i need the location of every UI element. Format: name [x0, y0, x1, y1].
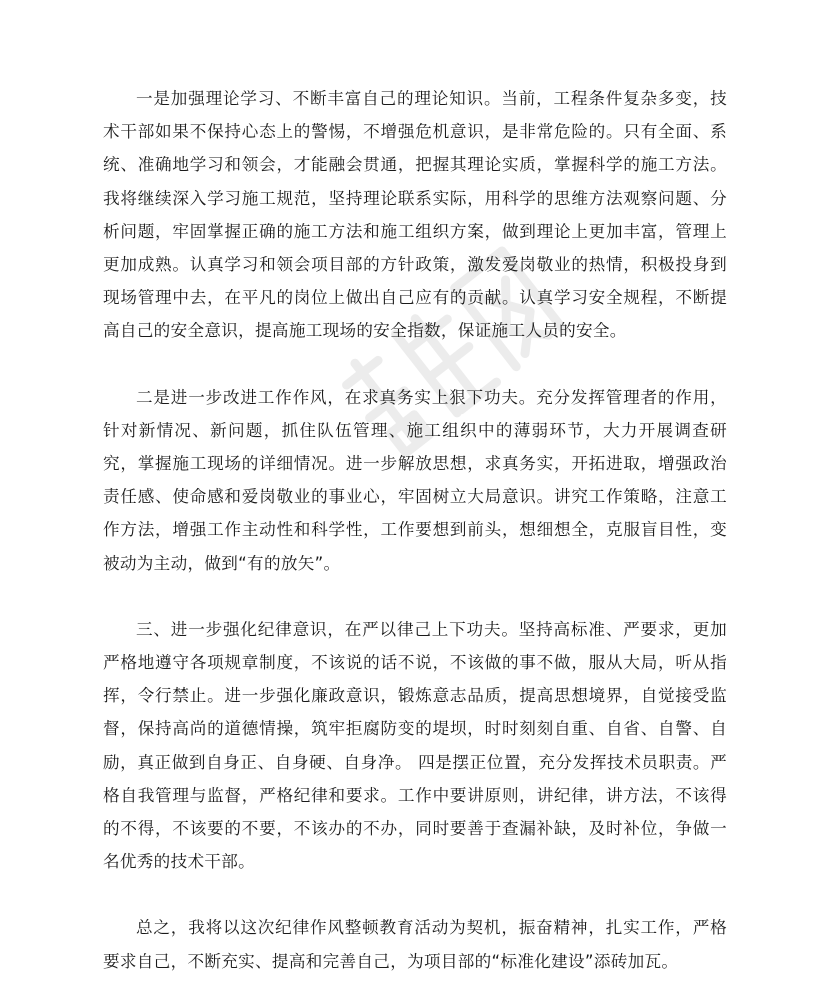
paragraph-4: 总之，我将以这次纪律作风整顿教育活动为契机，振奋精神，扎实工作，严格要求自己，不断充实、提高和完善自己，为项目部的“标准化建设”添砖加瓦。: [103, 918, 727, 971]
document-body: [103, 82, 727, 978]
paragraph-1: 一是加强理论学习、不断丰富自己的理论知识。当前，工程条件复杂多变，技术干部如果不保持心态上的警惕，不增强危机意识，是非常危险的。只有全面、系统、准确地学习和领会，才能融会贯通，把握其理论实质，掌握科学的施工方法。我将继续深入学习施工规范，坚持理论联系实际，用科学的思维方法观察问题、分析问题，牢固掌握正确的施工方法和施工组织方案，做到理论上更加丰富，管理上更加成熟。认真学习和领会项目部的方针政策，激发爱岗敬业的热情，积极投身到现场管理中去，在平凡的岗位上做出自己应有的贡献。认真学习安全规程，不断提高自己的安全意识，提高施工现场的安全指数，保证施工人员的安全。: [103, 89, 727, 341]
paragraph-3: 三、进一步强化纪律意识，在严以律己上下功夫。坚持高标准、严要求，更加严格地遵守各项规章制度，不该说的话不说，不该做的事不做，服从大局，听从指挥，令行禁止。进一步强化廉政意识，锻炼意志品质，提高思想境界，自觉接受监督，保持高尚的道德情操，筑牢拒腐防变的堤坝，时时刻刻自重、自省、自警、自励，真正做到自身正、自身硬、自身净。 四是摆正位置，充分发挥技术员职责。严格自我管理与监督，严格纪律和要求。工作中要讲原则，讲纪律，讲方法，不该得的不得，不该要的不要，不该办的不办，同时要善于查漏补缺，及时补位，争做一名优秀的技术干部。: [103, 619, 727, 872]
paragraph-2: 二是进一步改进工作作风，在求真务实上狠下功夫。充分发挥管理者的作用，针对新情况、新问题，抓住队伍管理、施工组织中的薄弱环节，大力开展调查研究，掌握施工现场的详细情况。进一步解放思想，求真务实，开拓进取，增强政治责任感、使命感和爱岗敬业的事业心，牢固树立大局意识。讲究工作策略，注意工作方法，增强工作主动性和科学性，工作要想到前头，想细想全，克服盲目性，变被动为主动，做到“有的放矢”。: [103, 387, 727, 573]
